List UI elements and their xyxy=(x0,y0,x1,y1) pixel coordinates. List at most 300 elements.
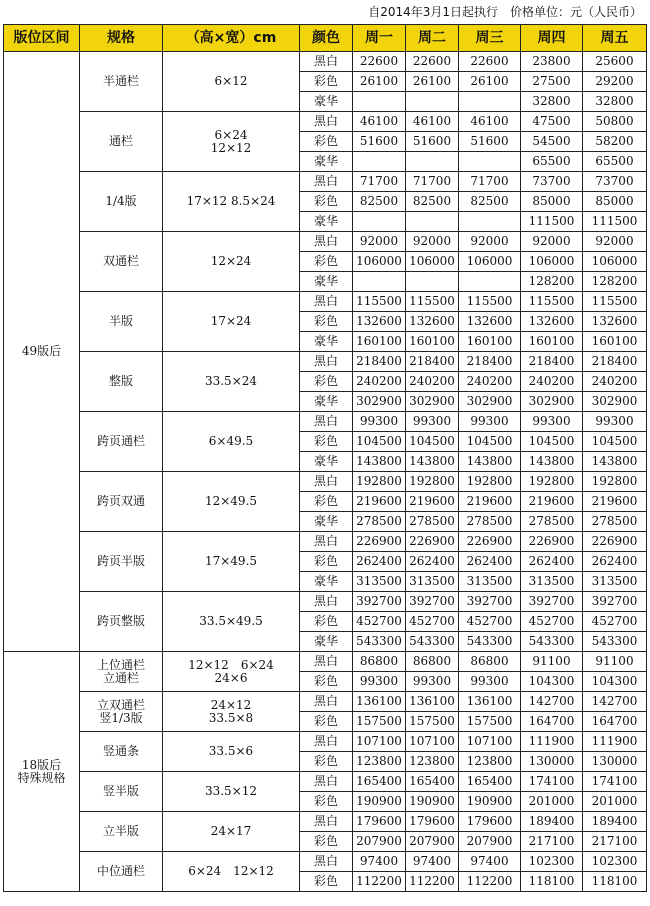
color-label: 彩色 xyxy=(300,432,353,452)
price-cell: 313500 xyxy=(459,572,521,592)
price-row xyxy=(4,652,647,672)
price-cell: 91100 xyxy=(583,652,647,672)
price-cell: 86800 xyxy=(459,652,521,672)
price-cell: 107100 xyxy=(459,732,521,752)
price-row xyxy=(4,532,647,552)
spec-label: 通栏 xyxy=(80,112,163,172)
color-label: 豪华 xyxy=(300,452,353,472)
size-value: 17×12 8.5×24 xyxy=(163,172,300,232)
price-cell: 82500 xyxy=(406,192,459,212)
price-cell: 174100 xyxy=(583,772,647,792)
price-cell: 192800 xyxy=(353,472,406,492)
size-value: 24×17 xyxy=(163,812,300,852)
price-cell: 226900 xyxy=(353,532,406,552)
color-label: 黑白 xyxy=(300,232,353,252)
price-body xyxy=(4,52,647,892)
color-label: 黑白 xyxy=(300,112,353,132)
color-label: 豪华 xyxy=(300,632,353,652)
price-row xyxy=(4,52,647,72)
price-cell: 50800 xyxy=(583,112,647,132)
price-cell: 46100 xyxy=(406,112,459,132)
price-row xyxy=(4,112,647,132)
price-cell: 71700 xyxy=(353,172,406,192)
price-cell: 106000 xyxy=(583,252,647,272)
price-cell: 136100 xyxy=(406,692,459,712)
price-cell: 278500 xyxy=(406,512,459,532)
price-cell: 160100 xyxy=(406,332,459,352)
header-spec: 规格 xyxy=(80,25,163,52)
price-cell: 51600 xyxy=(353,132,406,152)
color-label: 黑白 xyxy=(300,852,353,872)
size-value: 33.5×12 xyxy=(163,772,300,812)
color-label: 彩色 xyxy=(300,312,353,332)
spec-label: 跨页双通 xyxy=(80,472,163,532)
price-cell: 71700 xyxy=(406,172,459,192)
price-cell: 262400 xyxy=(459,552,521,572)
price-cell: 112200 xyxy=(353,872,406,892)
color-label: 豪华 xyxy=(300,152,353,172)
price-cell: 392700 xyxy=(583,592,647,612)
price-cell: 99300 xyxy=(521,412,583,432)
price-cell: 160100 xyxy=(521,332,583,352)
price-cell: 25600 xyxy=(583,52,647,72)
price-cell: 219600 xyxy=(406,492,459,512)
price-cell: 543300 xyxy=(521,632,583,652)
price-cell: 392700 xyxy=(406,592,459,612)
color-label: 豪华 xyxy=(300,392,353,412)
price-cell: 226900 xyxy=(521,532,583,552)
price-cell: 160100 xyxy=(353,332,406,352)
price-cell: 143800 xyxy=(521,452,583,472)
price-cell: 130000 xyxy=(521,752,583,772)
price-cell: 112200 xyxy=(406,872,459,892)
header-mon: 周一 xyxy=(353,25,406,52)
price-cell: 73700 xyxy=(583,172,647,192)
price-cell: 86800 xyxy=(353,652,406,672)
color-label: 黑白 xyxy=(300,292,353,312)
price-cell: 136100 xyxy=(353,692,406,712)
price-cell: 179600 xyxy=(459,812,521,832)
price-cell: 115500 xyxy=(353,292,406,312)
price-cell: 226900 xyxy=(459,532,521,552)
price-cell: 190900 xyxy=(353,792,406,812)
price-cell: 143800 xyxy=(583,452,647,472)
price-cell: 99300 xyxy=(459,412,521,432)
price-cell: 22600 xyxy=(406,52,459,72)
size-value: 12×24 xyxy=(163,232,300,292)
color-label: 彩色 xyxy=(300,492,353,512)
size-value: 6×24 12×12 xyxy=(163,852,300,892)
price-cell: 392700 xyxy=(521,592,583,612)
price-row xyxy=(4,692,647,712)
price-cell: 132600 xyxy=(406,312,459,332)
color-label: 黑白 xyxy=(300,732,353,752)
price-cell: 106000 xyxy=(521,252,583,272)
price-cell: 97400 xyxy=(459,852,521,872)
price-cell: 142700 xyxy=(521,692,583,712)
price-cell: 92000 xyxy=(406,232,459,252)
price-cell: 192800 xyxy=(521,472,583,492)
price-cell: 132600 xyxy=(459,312,521,332)
price-cell xyxy=(406,152,459,172)
price-cell: 32800 xyxy=(521,92,583,112)
price-cell: 302900 xyxy=(406,392,459,412)
price-cell: 23800 xyxy=(521,52,583,72)
price-cell: 54500 xyxy=(521,132,583,152)
price-cell: 189400 xyxy=(521,812,583,832)
price-cell xyxy=(459,92,521,112)
price-cell: 111900 xyxy=(521,732,583,752)
header-tue: 周二 xyxy=(406,25,459,52)
price-cell: 130000 xyxy=(583,752,647,772)
ad-price-table xyxy=(3,24,647,892)
effective-date-note: 自2014年3月1日起执行 价格单位：元（人民币） xyxy=(368,5,642,19)
price-cell: 102300 xyxy=(521,852,583,872)
price-cell: 85000 xyxy=(583,192,647,212)
price-row xyxy=(4,852,647,872)
price-cell: 240200 xyxy=(583,372,647,392)
color-label: 黑白 xyxy=(300,592,353,612)
color-label: 豪华 xyxy=(300,572,353,592)
price-cell: 543300 xyxy=(459,632,521,652)
price-cell: 92000 xyxy=(353,232,406,252)
price-cell: 106000 xyxy=(406,252,459,272)
price-cell: 128200 xyxy=(521,272,583,292)
price-cell: 26100 xyxy=(459,72,521,92)
price-cell xyxy=(353,212,406,232)
header-section: 版位区间 xyxy=(4,25,80,52)
price-cell: 452700 xyxy=(459,612,521,632)
price-row xyxy=(4,592,647,612)
header-size: （高×宽）cm xyxy=(163,25,300,52)
price-cell: 157500 xyxy=(459,712,521,732)
price-cell: 115500 xyxy=(406,292,459,312)
price-cell: 143800 xyxy=(459,452,521,472)
price-cell: 111500 xyxy=(521,212,583,232)
price-cell: 99300 xyxy=(583,412,647,432)
size-value: 12×12 6×24 24×6 xyxy=(163,652,300,692)
section-label: 18版后 特殊规格 xyxy=(4,652,80,892)
price-cell: 104300 xyxy=(583,672,647,692)
price-cell: 160100 xyxy=(459,332,521,352)
price-cell: 73700 xyxy=(521,172,583,192)
color-label: 彩色 xyxy=(300,552,353,572)
price-cell: 106000 xyxy=(353,252,406,272)
price-cell: 132600 xyxy=(521,312,583,332)
price-cell: 218400 xyxy=(459,352,521,372)
price-cell: 157500 xyxy=(353,712,406,732)
price-cell: 164700 xyxy=(583,712,647,732)
price-cell: 118100 xyxy=(521,872,583,892)
price-cell: 174100 xyxy=(521,772,583,792)
price-cell: 313500 xyxy=(583,572,647,592)
price-cell: 392700 xyxy=(353,592,406,612)
price-cell: 111900 xyxy=(583,732,647,752)
price-cell: 26100 xyxy=(406,72,459,92)
spec-label: 半版 xyxy=(80,292,163,352)
price-row xyxy=(4,472,647,492)
color-label: 彩色 xyxy=(300,672,353,692)
color-label: 彩色 xyxy=(300,372,353,392)
color-label: 黑白 xyxy=(300,472,353,492)
price-cell: 192800 xyxy=(406,472,459,492)
size-value: 17×49.5 xyxy=(163,532,300,592)
size-value: 12×49.5 xyxy=(163,472,300,532)
price-cell: 262400 xyxy=(353,552,406,572)
price-cell: 26100 xyxy=(353,72,406,92)
price-cell: 107100 xyxy=(353,732,406,752)
color-label: 彩色 xyxy=(300,872,353,892)
price-cell: 219600 xyxy=(521,492,583,512)
price-row xyxy=(4,412,647,432)
price-cell: 240200 xyxy=(521,372,583,392)
price-cell: 46100 xyxy=(459,112,521,132)
price-cell: 112200 xyxy=(459,872,521,892)
price-cell: 111500 xyxy=(583,212,647,232)
price-cell: 543300 xyxy=(406,632,459,652)
color-label: 彩色 xyxy=(300,752,353,772)
price-cell: 51600 xyxy=(459,132,521,152)
price-cell xyxy=(353,272,406,292)
price-row xyxy=(4,812,647,832)
color-label: 黑白 xyxy=(300,532,353,552)
color-label: 黑白 xyxy=(300,52,353,72)
price-cell: 452700 xyxy=(583,612,647,632)
price-cell: 107100 xyxy=(406,732,459,752)
price-cell: 99300 xyxy=(353,412,406,432)
price-cell xyxy=(406,92,459,112)
spec-label: 半通栏 xyxy=(80,52,163,112)
price-cell: 104500 xyxy=(521,432,583,452)
color-label: 黑白 xyxy=(300,772,353,792)
price-cell: 302900 xyxy=(583,392,647,412)
price-cell: 262400 xyxy=(583,552,647,572)
price-cell: 143800 xyxy=(353,452,406,472)
size-value: 24×12 33.5×8 xyxy=(163,692,300,732)
price-cell: 115500 xyxy=(521,292,583,312)
price-cell: 106000 xyxy=(459,252,521,272)
price-row xyxy=(4,732,647,752)
color-label: 黑白 xyxy=(300,812,353,832)
price-cell: 142700 xyxy=(583,692,647,712)
price-cell: 104300 xyxy=(521,672,583,692)
price-cell: 104500 xyxy=(406,432,459,452)
size-value: 33.5×24 xyxy=(163,352,300,412)
price-cell: 218400 xyxy=(406,352,459,372)
price-cell: 160100 xyxy=(583,332,647,352)
price-cell: 201000 xyxy=(521,792,583,812)
spec-label: 竖半版 xyxy=(80,772,163,812)
price-cell: 179600 xyxy=(353,812,406,832)
price-cell: 543300 xyxy=(583,632,647,652)
spec-label: 中位通栏 xyxy=(80,852,163,892)
size-value: 6×49.5 xyxy=(163,412,300,472)
price-cell: 104500 xyxy=(583,432,647,452)
size-value: 6×24 12×12 xyxy=(163,112,300,172)
spec-label: 跨页半版 xyxy=(80,532,163,592)
price-cell: 302900 xyxy=(521,392,583,412)
price-cell: 313500 xyxy=(521,572,583,592)
price-cell: 218400 xyxy=(521,352,583,372)
price-cell: 143800 xyxy=(406,452,459,472)
price-cell: 207900 xyxy=(353,832,406,852)
price-cell: 278500 xyxy=(459,512,521,532)
color-label: 彩色 xyxy=(300,252,353,272)
price-cell: 452700 xyxy=(521,612,583,632)
color-label: 黑白 xyxy=(300,172,353,192)
price-cell: 86800 xyxy=(406,652,459,672)
price-cell: 165400 xyxy=(353,772,406,792)
price-cell: 302900 xyxy=(459,392,521,412)
size-value: 6×12 xyxy=(163,52,300,112)
color-label: 彩色 xyxy=(300,712,353,732)
price-cell: 392700 xyxy=(459,592,521,612)
color-label: 彩色 xyxy=(300,832,353,852)
price-cell: 136100 xyxy=(459,692,521,712)
price-cell xyxy=(459,152,521,172)
price-row xyxy=(4,772,647,792)
price-cell: 47500 xyxy=(521,112,583,132)
price-cell: 99300 xyxy=(406,412,459,432)
price-cell: 543300 xyxy=(353,632,406,652)
price-cell: 91100 xyxy=(521,652,583,672)
price-cell: 217100 xyxy=(583,832,647,852)
price-cell: 123800 xyxy=(406,752,459,772)
price-cell: 240200 xyxy=(406,372,459,392)
price-cell: 165400 xyxy=(406,772,459,792)
spec-label: 立半版 xyxy=(80,812,163,852)
price-cell: 22600 xyxy=(459,52,521,72)
price-cell: 278500 xyxy=(353,512,406,532)
price-cell: 99300 xyxy=(406,672,459,692)
spec-label: 跨页整版 xyxy=(80,592,163,652)
price-row xyxy=(4,292,647,312)
price-cell: 46100 xyxy=(353,112,406,132)
price-cell: 278500 xyxy=(583,512,647,532)
size-value: 33.5×6 xyxy=(163,732,300,772)
price-row xyxy=(4,232,647,252)
price-cell: 278500 xyxy=(521,512,583,532)
header-thu: 周四 xyxy=(521,25,583,52)
color-label: 彩色 xyxy=(300,72,353,92)
price-cell: 192800 xyxy=(459,472,521,492)
price-cell: 58200 xyxy=(583,132,647,152)
price-cell: 22600 xyxy=(353,52,406,72)
price-cell: 179600 xyxy=(406,812,459,832)
price-cell xyxy=(406,212,459,232)
price-cell: 165400 xyxy=(459,772,521,792)
spec-label: 上位通栏 立通栏 xyxy=(80,652,163,692)
price-cell: 92000 xyxy=(583,232,647,252)
color-label: 彩色 xyxy=(300,132,353,152)
spec-label: 1/4版 xyxy=(80,172,163,232)
price-cell: 226900 xyxy=(406,532,459,552)
price-cell: 240200 xyxy=(353,372,406,392)
price-cell: 92000 xyxy=(521,232,583,252)
color-label: 豪华 xyxy=(300,272,353,292)
price-cell: 118100 xyxy=(583,872,647,892)
price-cell xyxy=(459,212,521,232)
price-cell xyxy=(353,92,406,112)
price-cell: 190900 xyxy=(406,792,459,812)
spec-label: 整版 xyxy=(80,352,163,412)
price-cell: 115500 xyxy=(583,292,647,312)
price-cell: 190900 xyxy=(459,792,521,812)
spec-label: 双通栏 xyxy=(80,232,163,292)
price-cell: 132600 xyxy=(583,312,647,332)
price-cell: 207900 xyxy=(459,832,521,852)
price-cell: 123800 xyxy=(459,752,521,772)
color-label: 豪华 xyxy=(300,332,353,352)
price-cell: 207900 xyxy=(406,832,459,852)
price-cell: 313500 xyxy=(406,572,459,592)
price-row xyxy=(4,172,647,192)
spec-label: 竖通条 xyxy=(80,732,163,772)
size-value: 33.5×49.5 xyxy=(163,592,300,652)
price-cell: 82500 xyxy=(459,192,521,212)
price-cell: 104500 xyxy=(459,432,521,452)
price-cell: 65500 xyxy=(521,152,583,172)
header-color: 颜色 xyxy=(300,25,353,52)
price-cell: 164700 xyxy=(521,712,583,732)
color-label: 彩色 xyxy=(300,192,353,212)
color-label: 豪华 xyxy=(300,512,353,532)
price-cell: 65500 xyxy=(583,152,647,172)
price-row xyxy=(4,352,647,372)
price-cell: 313500 xyxy=(353,572,406,592)
price-cell: 201000 xyxy=(583,792,647,812)
price-cell: 217100 xyxy=(521,832,583,852)
price-cell: 452700 xyxy=(353,612,406,632)
price-cell: 262400 xyxy=(521,552,583,572)
price-cell: 219600 xyxy=(459,492,521,512)
price-cell: 104500 xyxy=(353,432,406,452)
price-cell: 85000 xyxy=(521,192,583,212)
price-cell: 452700 xyxy=(406,612,459,632)
price-cell: 82500 xyxy=(353,192,406,212)
header-row xyxy=(4,25,647,52)
spec-label: 跨页通栏 xyxy=(80,412,163,472)
color-label: 彩色 xyxy=(300,612,353,632)
price-cell: 51600 xyxy=(406,132,459,152)
color-label: 黑白 xyxy=(300,352,353,372)
price-cell: 132600 xyxy=(353,312,406,332)
color-label: 豪华 xyxy=(300,92,353,112)
color-label: 黑白 xyxy=(300,412,353,432)
size-value: 17×24 xyxy=(163,292,300,352)
color-label: 黑白 xyxy=(300,692,353,712)
price-cell: 189400 xyxy=(583,812,647,832)
price-cell: 29200 xyxy=(583,72,647,92)
price-cell: 240200 xyxy=(459,372,521,392)
price-cell: 226900 xyxy=(583,532,647,552)
price-cell: 219600 xyxy=(353,492,406,512)
price-cell: 192800 xyxy=(583,472,647,492)
header-wed: 周三 xyxy=(459,25,521,52)
price-cell: 218400 xyxy=(353,352,406,372)
price-cell: 71700 xyxy=(459,172,521,192)
section-label: 49版后 xyxy=(4,52,80,652)
price-cell: 97400 xyxy=(353,852,406,872)
color-label: 彩色 xyxy=(300,792,353,812)
price-cell: 27500 xyxy=(521,72,583,92)
price-cell: 102300 xyxy=(583,852,647,872)
price-cell: 92000 xyxy=(459,232,521,252)
price-cell: 115500 xyxy=(459,292,521,312)
price-cell: 99300 xyxy=(459,672,521,692)
price-cell: 218400 xyxy=(583,352,647,372)
price-cell: 97400 xyxy=(406,852,459,872)
